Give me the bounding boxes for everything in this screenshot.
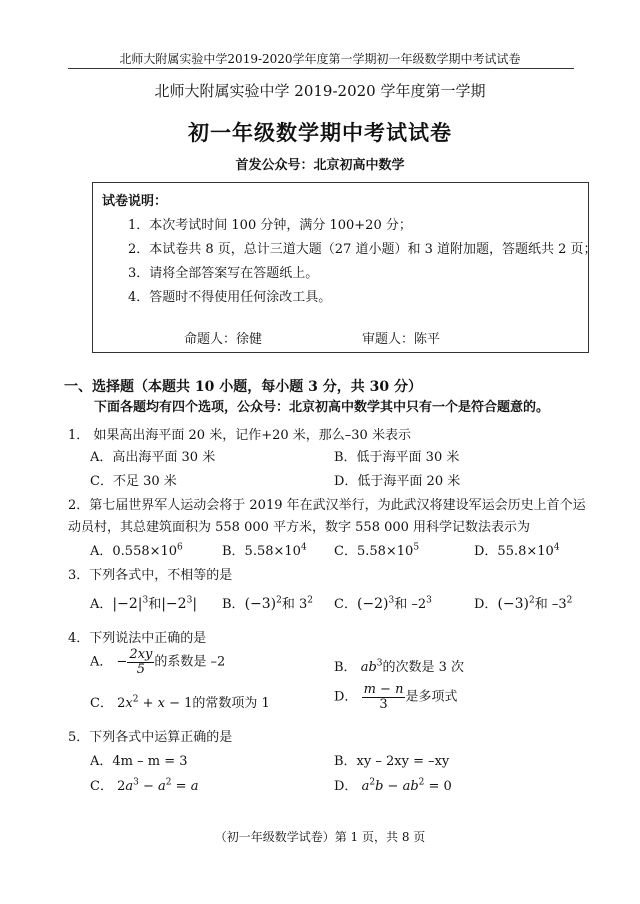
header-rule xyxy=(68,68,574,69)
q2-stem-line2: 动员村，其总建筑面积为 558 000 平方米，数字 558 000 用科学记数法表示为 xyxy=(68,520,531,535)
q5-option-b: B．xy – 2xy = –xy xyxy=(334,754,450,769)
school-line: 北师大附属实验中学 2019-2020 学年度第一学期 xyxy=(154,82,486,100)
q1-option-c: C．不足 30 米 xyxy=(90,474,177,489)
instruction-item-2: 2．本试卷共 8 页，总计三道大题（27 道小题）和 3 道附加题，答题纸共 2 页； xyxy=(128,242,597,257)
publisher-line: 首发公众号：北京初高中数学 xyxy=(235,158,405,173)
q2-stem-line1: 2．第七届世界军人运动会将于 2019 年在武汉举行，为此武汉将建设军运会历史上首个运 xyxy=(68,498,586,513)
q3-option-a: A．$|-2|^3$和$|-2^3|$ xyxy=(90,595,198,612)
instructions-title: 试卷说明： xyxy=(102,194,168,209)
q4-option-b: B． $ab^3$的次数是 3 次 xyxy=(334,658,465,675)
section-subtitle: 下面各题均有四个选项，公众号：北京初高中数学其中只有一个是符合题意的。 xyxy=(94,400,550,415)
q1-stem: 1． 如果高出海平面 20 米，记作+20 米，那么–30 米表示 xyxy=(68,428,411,443)
q5-option-a: A．4m – m = 3 xyxy=(90,754,188,769)
instruction-item-3: 3．请将全部答案写在答题纸上。 xyxy=(128,266,319,281)
instruction-item-4: 4．答题时不得使用任何涂改工具。 xyxy=(128,290,332,305)
q2-option-b: B．$5.58\times 10^4$ xyxy=(222,542,307,559)
q3-stem: 3．下列各式中，不相等的是 xyxy=(68,568,233,583)
q5-stem: 5．下列各式中运算正确的是 xyxy=(68,730,233,745)
instruction-item-1: 1．本次考试时间 100 分钟，满分 100+20 分； xyxy=(128,218,412,233)
q2-option-c: C．$5.58\times 10^5$ xyxy=(334,542,420,559)
q5-option-c: C． $2a^3 - a^2 = a$ xyxy=(90,777,199,794)
q5-option-d: D． $a^2b - ab^2 = 0$ xyxy=(334,777,452,794)
q3-option-d: D．$(-3)^2$和 $-3^2$ xyxy=(474,595,573,612)
q3-option-b: B．$(-3)^2$和 $3^2$ xyxy=(222,595,313,612)
q1-option-d: D．低于海平面 20 米 xyxy=(334,474,461,489)
q4-option-c: C． $2x^2 + x - 1$的常数项为 1 xyxy=(90,694,270,711)
exam-title: 初一年级数学期中考试试卷 xyxy=(188,120,452,145)
q1-option-a: A．高出海平面 30 米 xyxy=(90,450,216,465)
q1-option-b: B．低于海平面 30 米 xyxy=(334,450,460,465)
section-title: 一、选择题（本题共 10 小题，每小题 3 分，共 30 分） xyxy=(64,379,422,395)
running-header: 北师大附属实验中学2019-2020学年度第一学期初一年级数学期中考试试卷 xyxy=(119,52,521,66)
q4-stem: 4．下列说法中正确的是 xyxy=(68,631,207,646)
q4-option-d: D． $\frac{m - n}{3}$ 是多项式 xyxy=(334,682,458,712)
reviewer: 审题人：陈平 xyxy=(362,332,441,347)
setter: 命题人：徐健 xyxy=(184,332,263,347)
q4-option-a: A． − $\frac{2xy}{5}$ 的系数是 –2 xyxy=(90,647,226,677)
q2-option-a: A．$0.558\times 10^6$ xyxy=(90,542,183,559)
q3-option-c: C．$(-2)^3$和 $-2^3$ xyxy=(334,595,432,612)
q2-option-d: D．$55.8\times 10^4$ xyxy=(474,542,560,559)
page-footer: （初一年级数学试卷）第 1 页，共 8 页 xyxy=(214,830,426,844)
